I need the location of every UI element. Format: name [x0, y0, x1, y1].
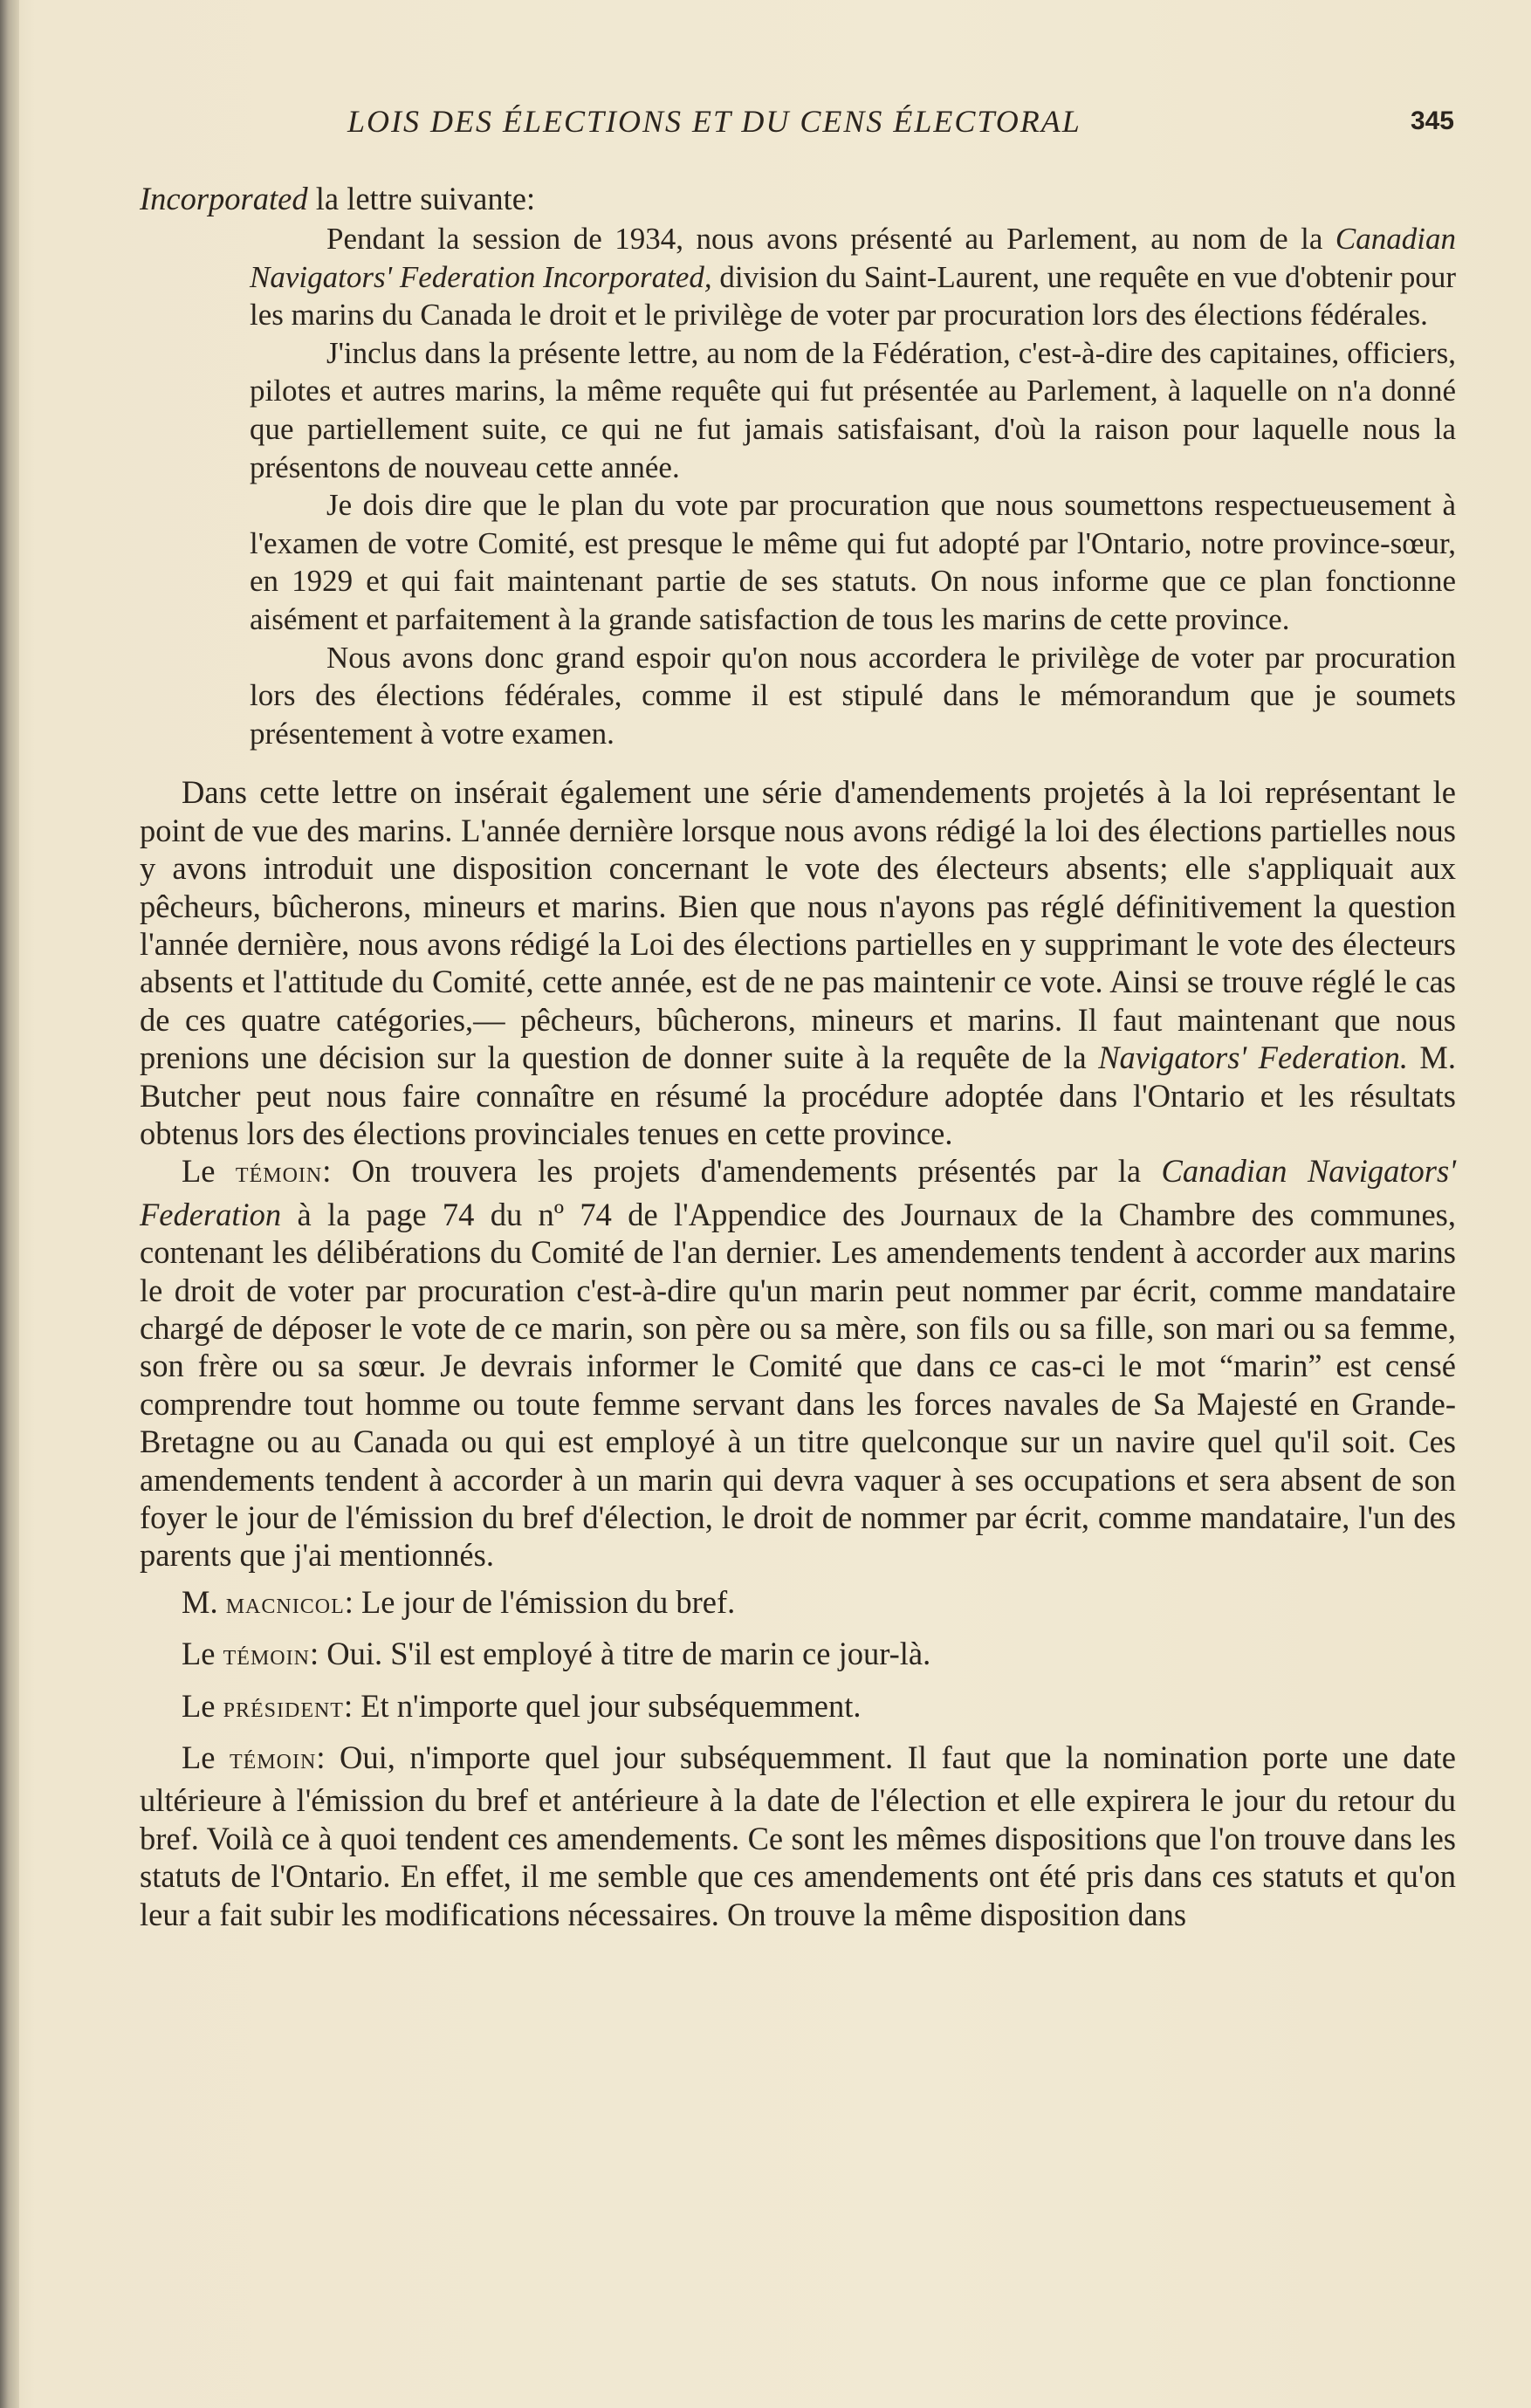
- body-p1-text-a: Dans cette lettre on insérait également une série d'amendements projetés à la loi représentant le point de vue des marins. L'année dernière lorsque nous avons rédigé la loi des élections partielles nous y avons introduit une disposition concernant le vote des électeurs absents; elle s'appliquait aux pêcheurs, bûcherons, mineurs et marins. Bien que nous n'ayons pas réglé définitivement la question l'année dernière, nous avons rédigé la Loi des élections partielles en y supprimant le vote des électeurs absents et l'attitude du Comité, cette année, est de ne pas maintenir ce vote. Ainsi se trouve réglé le cas de ces quatre catégories,— pêcheurs, bûcherons, mineurs et marins. Il faut maintenant que nous prenions une décision sur la question de donner suite à la requête de la: [140, 774, 1456, 1076]
- speaker-name: PRÉSIDENT: [223, 1698, 344, 1722]
- letter-paragraph-3: Je dois dire que le plan du vote par procuration que nous soumettons respectueusement à l'examen de votre Comité, est presque le même qui fut adopté par l'Ontario, notre province-sœur, en 1929 et qui fait maintenant partie de ses statuts. On nous informe que ce plan fonctionne aisément et parfaitement à la grande satisfaction de tous les marins de cette province.: [250, 488, 1456, 636]
- speaker-name: TÉMOIN: [235, 1164, 323, 1188]
- body-paragraph-5: [140, 1687, 1456, 1730]
- speaker-prefix: Le: [182, 1739, 230, 1776]
- speaker-prefix: Le: [182, 1153, 236, 1190]
- body-paragraph-4: [140, 1635, 1456, 1677]
- body-p6-text: : Oui, n'importe quel jour subséquemment. Il faut que la nomination porte une date ultérieure à l'émission du bref et antérieure à la date de l'élection et elle expirera le jour du retour du bref. Voilà ce à quoi tendent ces amendements. Ce sont les mêmes dispositions que l'on trouve dans les statuts de l'Ontario. En effet, il me semble que ces amendements ont été pris dans ces statuts et qu'on leur a fait subir les modifications nécessaires. On trouve la même disposition dans: [140, 1739, 1456, 1932]
- page-content: [140, 179, 1456, 1933]
- body-p3-text: : Le jour de l'émission du bref.: [344, 1583, 736, 1620]
- body-paragraph-3: [140, 1583, 1456, 1626]
- letter-p1-text-c: division du Saint-Laurent, une requête en vue d'obtenir pour les marins du Canada le droit et le privilège de voter par procuration lors des élections fédérales.: [250, 259, 1456, 333]
- letter-paragraph-1: [250, 220, 1456, 334]
- lead-rest: la lettre suivante:: [307, 181, 536, 216]
- letter-paragraph-4: Nous avons donc grand espoir qu'on nous accordera le privilège de voter par procuration lors des élections fédérales, comme il est stipulé dans le mémorandum que je soumets présentement à votre examen.: [250, 640, 1456, 751]
- body-p2-text-c: à la page 74 du nº 74 de l'Appendice des Journaux de la Chambre des communes, contenant les délibérations du Comité de l'an dernier. Les amendements tendent à accorder aux marins le droit de voter par procuration c'est-à-dire qu'un marin peut nommer par écrit, comme mandataire chargé de déposer le vote de ce marin, son père ou sa mère, son fils ou sa fille, son mari ou sa femme, son frère ou sa sœur. Je devrais informer le Comité que dans ce cas-ci le mot “marin” est censé comprendre tout homme ou toute femme servant dans les forces navales de Sa Majesté en Grande-Bretagne ou au Canada ou qui est employé à un titre quelconque sur un navire quel qu'il soit. Ces amendements tendent à accorder à un marin qui devra vaquer à ses occupations et sera absent de son foyer le jour de l'émission du bref d'élection, le droit de nommer par écrit, comme mandataire, l'un des parents que j'ai mentionnés.: [140, 1196, 1456, 1574]
- body-p1-text-c: M. Butcher peut nous faire connaître en résumé la procédure adoptée dans l'Ontario et les résultats obtenus lors des élections provinciales tenues en cette province.: [140, 1039, 1456, 1151]
- letter-p1-text-a: Pendant la session de 1934, nous avons présenté au Parlement, au nom de la: [326, 222, 1335, 256]
- speaker-name: TÉMOIN: [223, 1647, 310, 1671]
- running-head: [347, 103, 1456, 152]
- speaker-prefix: Le: [182, 1636, 223, 1672]
- body-p2-italic: Canadian Navigators' Federation: [140, 1153, 1456, 1232]
- body-paragraph-6: [140, 1739, 1456, 1933]
- speaker-name: TÉMOIN: [230, 1751, 317, 1774]
- body-p5-text: : Et n'importe quel jour subséquemment.: [343, 1687, 862, 1724]
- lead-line: [140, 179, 1456, 218]
- speaker-prefix: M.: [182, 1583, 226, 1620]
- body-p2-text-a: : On trouvera les projets d'amendements présentés par la: [322, 1153, 1162, 1190]
- letter-paragraph-2: J'inclus dans la présente lettre, au nom de la Fédération, c'est-à-dire des capitaines, officiers, pilotes et autres marins, la même requête qui fut présentée au Parlement, à laquelle on n'a donné que partiellement suite, ce qui ne fut jamais satisfaisant, d'où la raison pour laquelle nous la présentons de nouveau cette année.: [250, 335, 1456, 484]
- quoted-letter: [250, 220, 1456, 752]
- body-text: [140, 773, 1456, 1933]
- running-title: LOIS DES ÉLECTIONS ET DU CENS ÉLECTORAL: [347, 104, 1081, 139]
- speaker-prefix: Le: [182, 1687, 223, 1724]
- body-paragraph-2: [140, 1152, 1456, 1574]
- lead-italic: Incorporated: [140, 181, 308, 216]
- body-p4-text: : Oui. S'il est employé à titre de marin ce jour-là.: [309, 1636, 931, 1672]
- speaker-name: MACNICOL: [225, 1595, 345, 1618]
- body-p1-italic: Navigators' Federation.: [1098, 1039, 1408, 1076]
- page-binding-edge: [0, 0, 19, 2408]
- letter-p1-italic: Canadian Navigators' Federation Incorporated,: [250, 222, 1456, 294]
- body-paragraph-1: [140, 773, 1456, 1152]
- page-number: 345: [1410, 106, 1454, 135]
